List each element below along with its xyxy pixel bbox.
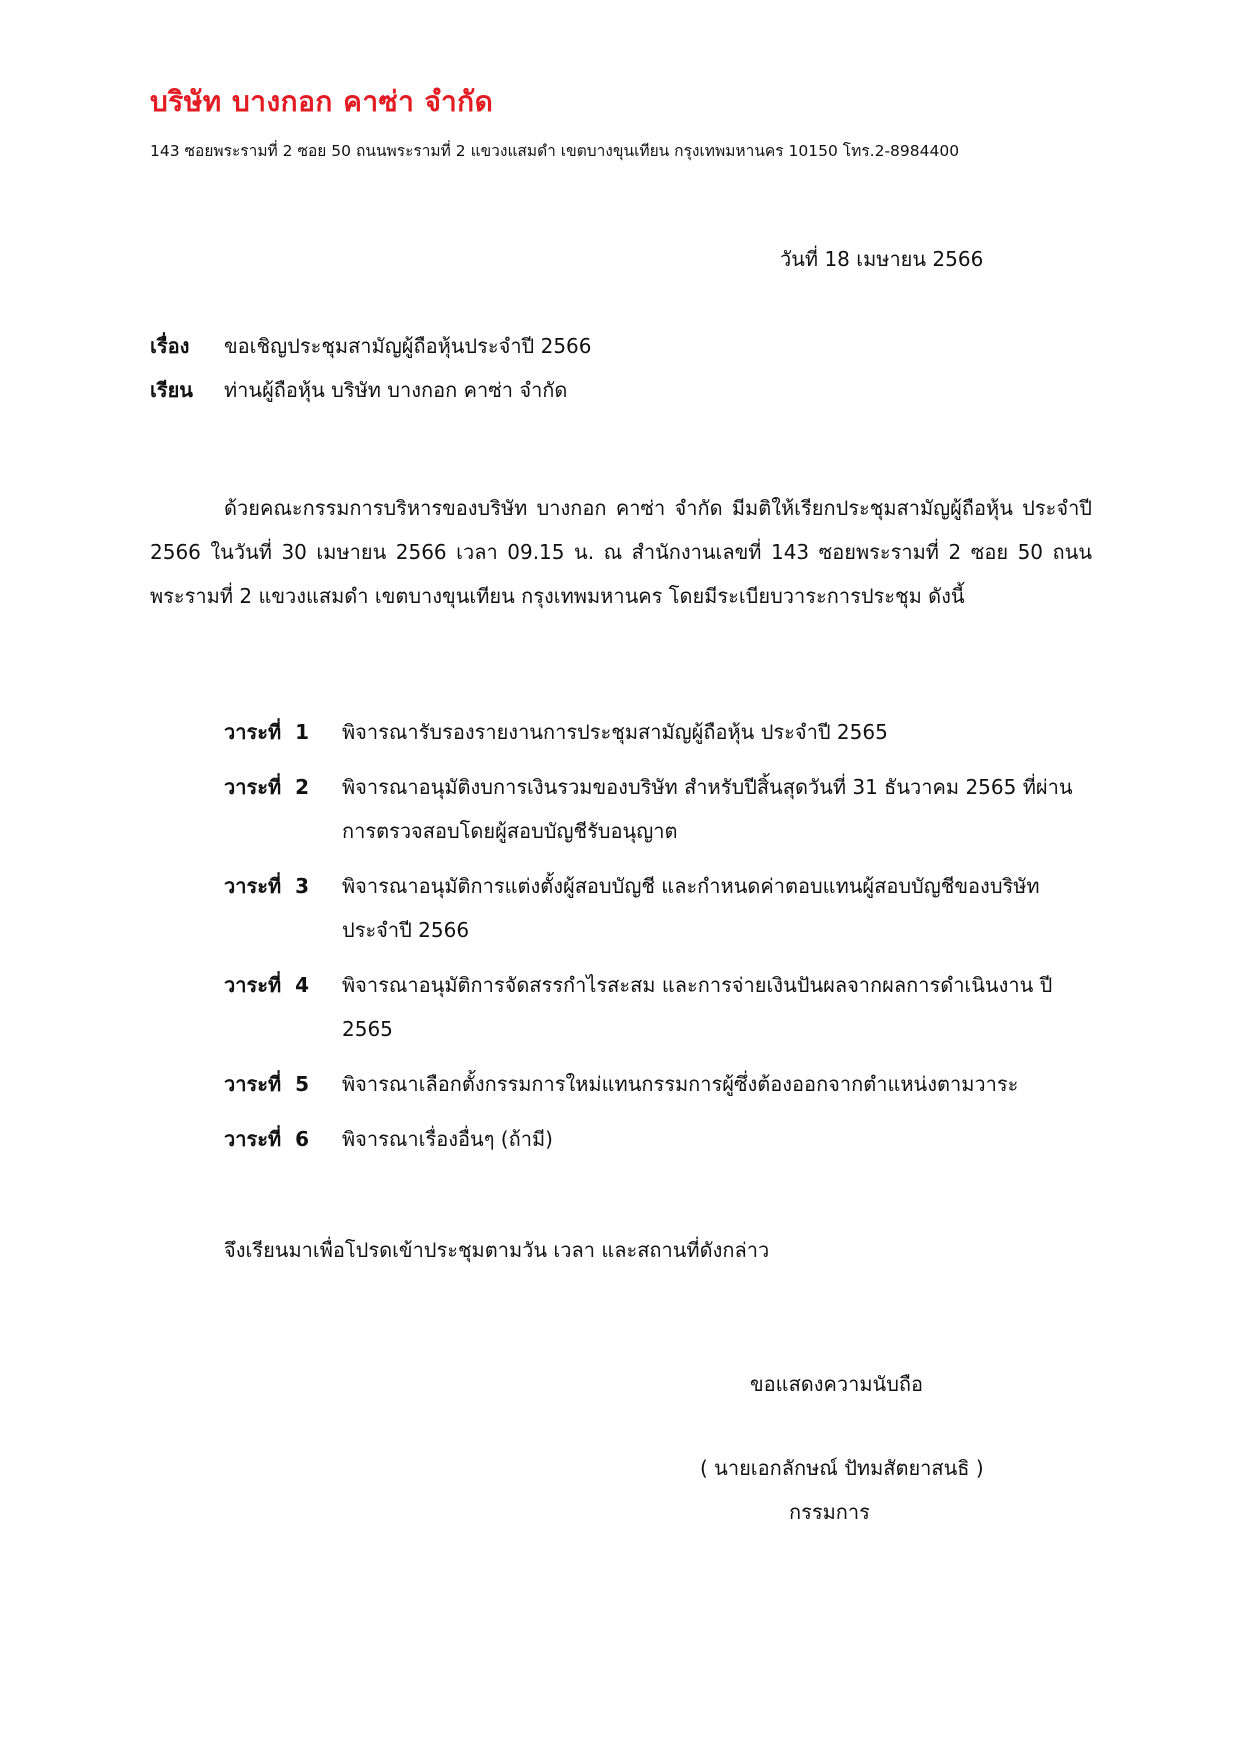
company-name: บริษัท บางกอก คาซ่า จำกัด [150, 85, 494, 118]
agenda-item-4 [224, 963, 1094, 1051]
agenda-label: วาระที่ 1 [224, 710, 342, 754]
subject-label: เรื่อง [150, 334, 190, 358]
agenda-text: พิจารณารับรองรายงานการประชุมสามัญผู้ถือหุ้น ประจำปี 2565 [342, 720, 888, 744]
recipient-label: เรียน [150, 378, 193, 402]
signature-name: ( นายเอกลักษณ์ ปัทมสัตยาสนธิ ) [700, 1456, 984, 1480]
company-address: 143 ซอยพระรามที่ 2 ซอย 50 ถนนพระรามที่ 2 แขวงแสมดำ เขตบางขุนเทียน กรุงเทพมหานคร 10150 โทร.2-8984400 [150, 142, 960, 160]
recipient-value: ท่านผู้ถือหุ้น บริษัท บางกอก คาซ่า จำกัด [224, 378, 568, 402]
signature-title: กรรมการ [789, 1500, 870, 1524]
agenda-number: 6 [295, 1127, 310, 1151]
agenda-item-1 [224, 710, 1094, 754]
letter-date: วันที่ 18 เมษายน 2566 [780, 247, 984, 271]
subject-value: ขอเชิญประชุมสามัญผู้ถือหุ้นประจำปี 2566 [224, 334, 592, 358]
agenda-item-2 [224, 765, 1094, 853]
agenda-text: พิจารณาอนุมัติการแต่งตั้งผู้สอบบัญชี และกำหนดค่าตอบแทนผู้สอบบัญชีของบริษัท ประจำปี 2566 [342, 874, 1040, 942]
agenda-text: พิจารณาเลือกตั้งกรรมการใหม่แทนกรรมการผู้ซึ่งต้องออกจากตำแหน่งตามวาระ [342, 1072, 1019, 1096]
agenda-label: วาระที่ 2 [224, 765, 342, 853]
agenda-text: พิจารณาเรื่องอื่นๆ (ถ้ามี) [342, 1127, 553, 1151]
agenda-number: 4 [295, 973, 310, 997]
agenda-label: วาระที่ 3 [224, 864, 342, 952]
recipient-row [150, 374, 568, 406]
agenda-number: 5 [295, 1072, 310, 1096]
subject-row [150, 330, 592, 362]
agenda-label: วาระที่ 6 [224, 1117, 342, 1161]
closing-sentence: จึงเรียนมาเพื่อโปรดเข้าประชุมตามวัน เวลา และสถานที่ดังกล่าว [224, 1238, 770, 1262]
body-paragraph [150, 486, 1092, 618]
agenda-item-5 [224, 1062, 1094, 1106]
signature-regards: ขอแสดงความนับถือ [750, 1372, 924, 1396]
agenda-number: 1 [295, 720, 310, 744]
agenda-item-3 [224, 864, 1094, 952]
agenda-number: 3 [295, 874, 310, 898]
agenda-item-6 [224, 1117, 1094, 1161]
body-paragraph-text: ด้วยคณะกรรมการบริหารของบริษัท บางกอก คาซ่า จำกัด มีมติให้เรียกประชุมสามัญผู้ถือหุ้น ประจำปี 2566 ในวันที่ 30 เมษายน 2566 เวลา 09.15 น. ณ สำนักงานเลขที่ 143 ซอยพระรามที่ 2 ซอย 50 ถนนพระรามที่ 2 แขวงแสมดำ เขตบางขุนเทียน กรุงเทพมหานคร โดยมีระเบียบวาระการประชุม ดังนี้ [150, 496, 1092, 608]
agenda-number: 2 [295, 775, 310, 799]
agenda-label: วาระที่ 5 [224, 1062, 342, 1106]
agenda-text: พิจารณาอนุมัติการจัดสรรกำไรสะสม และการจ่ายเงินปันผลจากผลการดำเนินงาน ปี 2565 [342, 973, 1053, 1041]
agenda-text: พิจารณาอนุมัติงบการเงินรวมของบริษัท สำหรับปีสิ้นสุดวันที่ 31 ธันวาคม 2565 ที่ผ่านการตรวจสอบโดยผู้สอบบัญชีรับอนุญาต [342, 775, 1073, 843]
agenda-label: วาระที่ 4 [224, 963, 342, 1051]
